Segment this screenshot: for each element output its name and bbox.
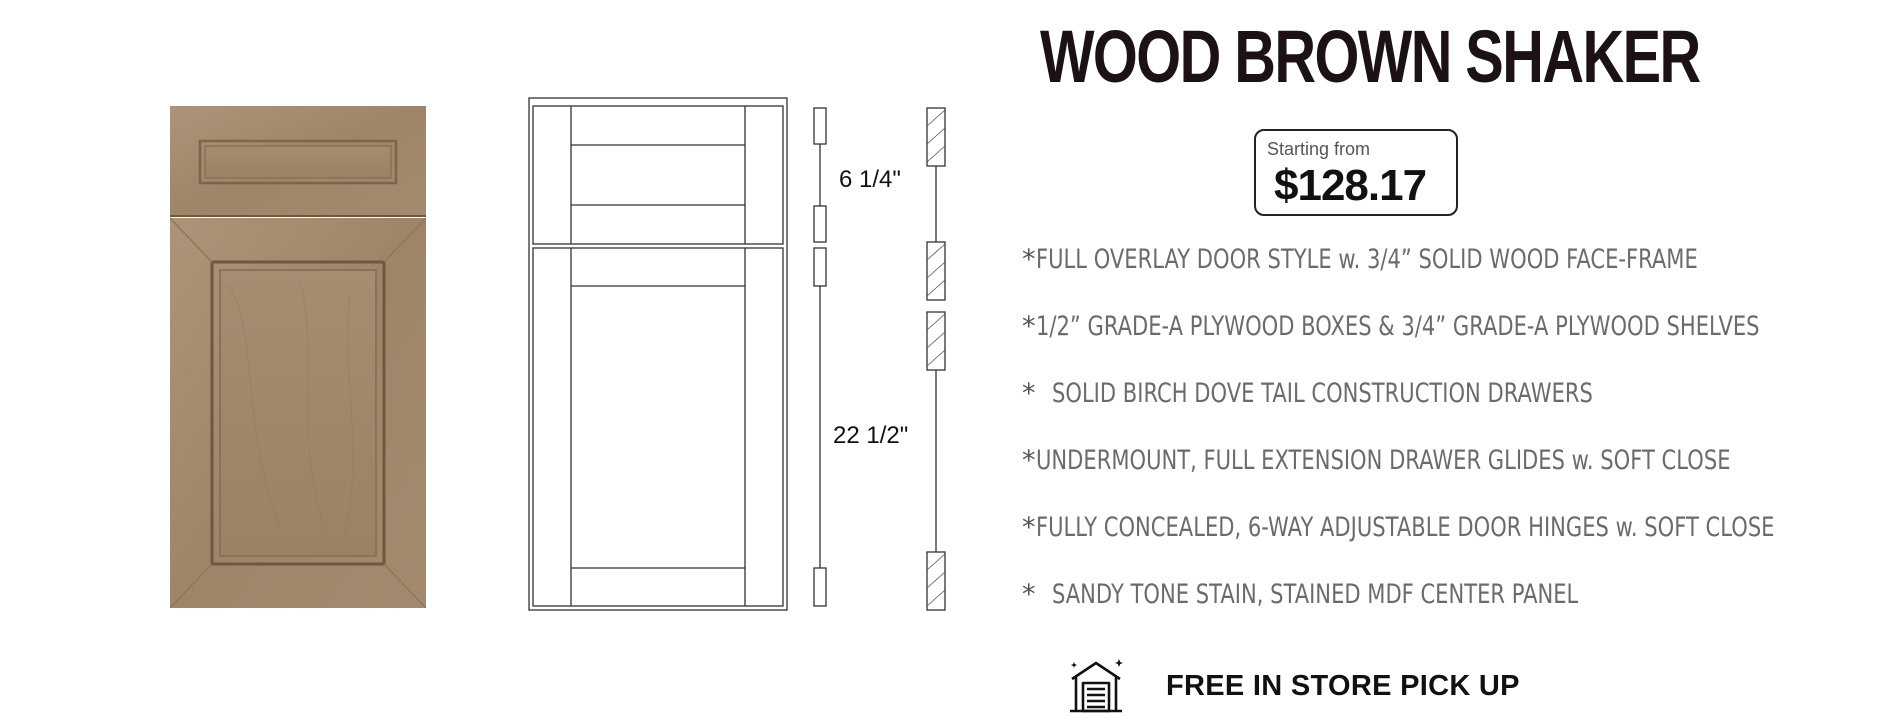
feature-item: [1022, 311, 1862, 378]
feature-bullet: *: [1022, 311, 1036, 342]
store-icon: [1068, 657, 1124, 715]
drawer-dimension-label: 6 1/4": [839, 166, 901, 193]
price-value: $128.17: [1274, 161, 1427, 210]
feature-item: [1022, 445, 1862, 512]
product-title: WOOD BROWN SHAKER: [1040, 15, 1700, 98]
feature-text: FULLY CONCEALED, 6-WAY ADJUSTABLE DOOR HINGES w. SOFT CLOSE: [1035, 512, 1774, 543]
feature-item: [1022, 579, 1862, 646]
feature-bullet: *: [1022, 378, 1036, 409]
door-dimension-label: 22 1/2": [833, 422, 909, 449]
feature-bullet: *: [1022, 244, 1036, 275]
feature-item: [1022, 244, 1862, 311]
price-caption: Starting from: [1267, 139, 1371, 159]
technical-drawing: [527, 96, 967, 614]
price-box: [1254, 129, 1458, 216]
pickup-label: FREE IN STORE PICK UP: [1166, 669, 1520, 702]
door-photo: [170, 106, 426, 608]
feature-text: SANDY TONE STAIN, STAINED MDF CENTER PANEL: [1052, 579, 1579, 610]
store-pickup: [1068, 656, 1520, 716]
drawing-lines: [527, 96, 967, 614]
feature-item: [1022, 378, 1862, 445]
feature-text: UNDERMOUNT, FULL EXTENSION DRAWER GLIDES w. SOFT CLOSE: [1035, 445, 1731, 476]
feature-text: FULL OVERLAY DOOR STYLE w. 3/4” SOLID WOOD FACE-FRAME: [1035, 244, 1698, 275]
feature-bullet: *: [1022, 579, 1036, 610]
feature-text: SOLID BIRCH DOVE TAIL CONSTRUCTION DRAWERS: [1052, 378, 1593, 409]
feature-bullet: *: [1022, 445, 1036, 476]
feature-item: [1022, 512, 1862, 579]
feature-bullet: *: [1022, 512, 1036, 543]
feature-text: 1/2” GRADE-A PLYWOOD BOXES & 3/4” GRADE-A PLYWOOD SHELVES: [1035, 311, 1760, 342]
feature-list: [1022, 244, 1862, 646]
